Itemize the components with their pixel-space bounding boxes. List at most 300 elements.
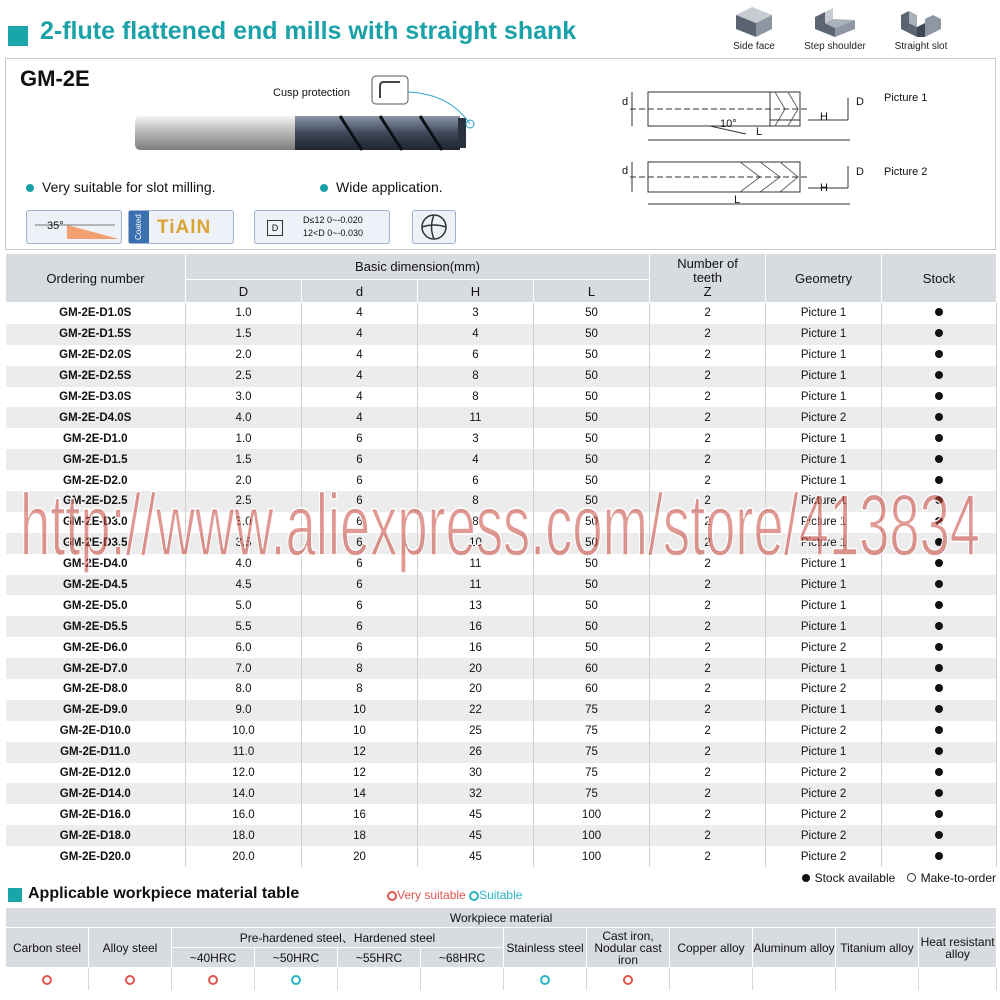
table-cell: 50 [534,575,650,596]
table-cell: 9.0 [186,700,302,721]
table-cell: 4 [418,324,534,345]
table-cell: 12.0 [186,763,302,784]
table-cell: 50 [534,595,650,616]
picture-2-label: Picture 2 [884,166,928,178]
table-cell: 6 [302,595,418,616]
table-cell: 5.5 [186,616,302,637]
feature-slot-milling: Very suitable for slot milling. [26,179,216,195]
table-cell: 16 [418,637,534,658]
very-suitable-icon [208,975,218,985]
mat-titanium: Titanium alloy [836,928,919,968]
table-cell: Picture 1 [766,616,882,637]
very-suitable-icon [623,975,633,985]
rating-cell [172,968,255,991]
table-cell: GM-2E-D18.0 [6,825,186,846]
table-cell: 2 [650,303,766,324]
cross-section-icon [413,211,455,243]
table-cell: 45 [418,804,534,825]
make-to-order-label: Make-to-order [920,871,996,885]
table-cell: 10 [302,721,418,742]
stock-available-icon [935,810,943,818]
table-cell: Picture 1 [766,470,882,491]
stock-available-icon [935,852,943,860]
model-name: GM-2E [20,66,90,91]
table-cell: 26 [418,742,534,763]
table-cell: 11.0 [186,742,302,763]
make-to-order-icon [907,873,916,882]
table-row [6,637,997,658]
watermark-text: http://www.aliexpress.com/store/413834 [19,475,980,574]
stock-cell [882,783,997,804]
table-cell: Picture 1 [766,449,882,470]
table-cell: 4.0 [186,407,302,428]
table-cell: GM-2E-D10.0 [6,721,186,742]
table-cell: 25 [418,721,534,742]
table-cell: 16 [302,804,418,825]
dim-D-2: D [856,166,864,178]
table-cell: Picture 1 [766,428,882,449]
table-cell: GM-2E-D2.0S [6,345,186,366]
table-cell: 2 [650,533,766,554]
table-cell: 3.0 [186,512,302,533]
rating-cell [836,968,919,991]
stock-available-icon [935,705,943,713]
stock-available-icon [935,434,943,442]
col-basic-dimension: Basic dimension(mm) [186,254,650,280]
table-cell: 6 [302,428,418,449]
table-cell: GM-2E-D3.0 [6,512,186,533]
table-cell: 7.0 [186,658,302,679]
rating-cell [753,968,836,991]
table-cell: 2 [650,512,766,533]
table-cell: Picture 2 [766,763,882,784]
table-cell: 75 [534,783,650,804]
rating-cell [89,968,172,991]
stock-available-icon [935,601,943,609]
table-cell: 50 [534,470,650,491]
stock-cell [882,804,997,825]
table-cell: 2 [650,825,766,846]
table-row [6,700,997,721]
table-row [6,658,997,679]
table-cell: 5.0 [186,595,302,616]
stock-cell [882,616,997,637]
table-cell: 50 [534,554,650,575]
table-cell: 75 [534,742,650,763]
table-cell: 18 [302,825,418,846]
table-cell: 2 [650,575,766,596]
table-row [6,742,997,763]
table-cell: 1.5 [186,324,302,345]
technical-drawing [610,78,880,228]
stock-cell [882,345,997,366]
stock-available-icon [935,684,943,692]
table-cell: 8 [418,491,534,512]
dim-d-2: d [622,165,629,177]
table-cell: 6 [302,533,418,554]
title-marker [8,26,28,46]
table-cell: 20 [418,658,534,679]
workpiece-material-header: Workpiece material [6,908,997,928]
table-cell: Picture 2 [766,783,882,804]
helix-angle-value: 35° [47,220,64,232]
table-cell: 1.5 [186,449,302,470]
suitable-icon [540,975,550,985]
table-cell: 4 [418,449,534,470]
table-cell: Picture 1 [766,387,882,408]
watermark-url [0,470,1000,590]
machining-step-shoulder [800,3,870,52]
table-cell: 2 [650,345,766,366]
suitable-icon [291,975,301,985]
col-D: D [186,280,302,303]
stock-cell [882,679,997,700]
table-cell: 30 [418,763,534,784]
stock-available-icon [935,664,943,672]
stock-legend [802,871,996,885]
very-suitable-icon [42,975,52,985]
table-cell: 2 [650,324,766,345]
table-cell: 12 [302,742,418,763]
table-cell: 50 [534,387,650,408]
table-cell: Picture 2 [766,846,882,867]
stock-cell [882,366,997,387]
mat-carbon-steel: Carbon steel [6,928,89,968]
table-cell: GM-2E-D5.5 [6,616,186,637]
table-cell: 100 [534,825,650,846]
stock-available-icon [935,622,943,630]
step-shoulder-icon [811,3,859,39]
mat-alloy-steel: Alloy steel [89,928,172,968]
table-cell: Picture 1 [766,700,882,721]
cusp-protection-icon [370,74,480,134]
page-title: 2-flute flattened end mills with straight shank [40,17,577,45]
table-cell: GM-2E-D5.0 [6,595,186,616]
rating-cell [6,968,89,991]
table-cell: 8 [418,387,534,408]
table-cell: 2 [650,616,766,637]
straight-slot-label: Straight slot [894,41,948,52]
table-cell: Picture 1 [766,512,882,533]
table-cell: Picture 1 [766,658,882,679]
table-cell: Picture 1 [766,742,882,763]
table-cell: Picture 1 [766,345,882,366]
table-cell: 3.0 [186,387,302,408]
table-cell: 4 [302,366,418,387]
table-cell: 2 [650,428,766,449]
table-cell: 50 [534,366,650,387]
stock-cell [882,428,997,449]
table-cell: Picture 1 [766,491,882,512]
dim-H-1: H [820,111,828,123]
mat-heat-resistant: Heat resistant alloy [919,928,997,968]
table-cell: GM-2E-D16.0 [6,804,186,825]
table-cell: 10 [302,700,418,721]
stock-available-icon [935,726,943,734]
stock-available-icon [935,371,943,379]
rating-cell [421,968,504,991]
dim-D-1: D [856,96,864,108]
table-cell: 2 [650,554,766,575]
step-shoulder-label: Step shoulder [804,41,866,52]
table-cell: 20 [302,846,418,867]
table-cell: 6 [302,449,418,470]
table-cell: 2 [650,387,766,408]
table-row [6,428,997,449]
stock-available-icon [802,874,810,882]
stock-cell [882,449,997,470]
table-cell: 11 [418,554,534,575]
table-cell: 2.5 [186,491,302,512]
stock-cell [882,721,997,742]
side-face-label: Side face [733,41,775,52]
table-cell: 75 [534,700,650,721]
table-cell: 13 [418,595,534,616]
table-cell: GM-2E-D7.0 [6,658,186,679]
table-cell: 2 [650,783,766,804]
table-cell: 8 [302,658,418,679]
table-cell: 50 [534,616,650,637]
stock-cell [882,658,997,679]
rating-cell [919,968,997,991]
table-row [6,721,997,742]
col-L: L [534,280,650,303]
machining-side-face [726,3,782,52]
table-cell: GM-2E-D4.5 [6,575,186,596]
col-d: d [302,280,418,303]
table-cell: 14 [302,783,418,804]
hrc-40: ~40HRC [172,948,255,968]
table-row [6,679,997,700]
col-stock: Stock [882,254,997,303]
table-cell: GM-2E-D1.0 [6,428,186,449]
table-cell: Picture 2 [766,679,882,700]
table-cell: 20.0 [186,846,302,867]
table-cell: 2.0 [186,345,302,366]
col-H: H [418,280,534,303]
table-cell: 10.0 [186,721,302,742]
table-cell: 6 [302,512,418,533]
table-row [6,763,997,784]
suitable-icon [469,891,479,901]
table-cell: 75 [534,721,650,742]
table-cell: 45 [418,825,534,846]
table-cell: GM-2E-D3.0S [6,387,186,408]
table-cell: 50 [534,345,650,366]
dim-angle: 10° [720,118,737,130]
table-cell: 2 [650,721,766,742]
table-cell: GM-2E-D8.0 [6,679,186,700]
rating-row [6,968,997,991]
table-cell: 14.0 [186,783,302,804]
table-cell: 45 [418,846,534,867]
tolerance-row-1: D≤12 0~-0.020 [303,215,363,225]
table-cell: 2 [650,407,766,428]
table-cell: 1.0 [186,303,302,324]
hrc-68: ~68HRC [421,948,504,968]
table-cell: Picture 1 [766,554,882,575]
table-cell: 2 [650,491,766,512]
table-cell: 2 [650,366,766,387]
table-cell: 50 [534,324,650,345]
table-cell: 60 [534,658,650,679]
table-cell: 2 [650,449,766,470]
table-row [6,825,997,846]
col-number-of-teeth: Number of teeth Z [650,254,766,303]
table-cell: 6 [302,575,418,596]
table-cell: 22 [418,700,534,721]
table-cell: 3.5 [186,533,302,554]
table-cell: 4 [302,407,418,428]
table-cell: 11 [418,407,534,428]
table-cell: 75 [534,763,650,784]
helix-angle-badge [26,210,122,244]
table-cell: 6 [302,470,418,491]
table-cell: 20 [418,679,534,700]
table-cell: 2 [650,470,766,491]
table-row [6,366,997,387]
table-cell: 3 [418,303,534,324]
mat-prehardened: Pre-hardened steel、Hardened steel [172,928,504,948]
table-cell: 2 [650,679,766,700]
coating-badge [128,210,234,244]
table-cell: 60 [534,679,650,700]
stock-available-icon [935,329,943,337]
table-cell: 1.0 [186,428,302,449]
helix-angle-icon [27,211,121,243]
table-cell: 100 [534,846,650,867]
rating-cell [255,968,338,991]
table-cell: GM-2E-D4.0S [6,407,186,428]
cusp-protection-label: Cusp protection [273,87,351,99]
dim-L-1: L [756,126,763,138]
table-cell: Picture 2 [766,637,882,658]
table-row [6,387,997,408]
mat-aluminum: Aluminum alloy [753,928,836,968]
table-cell: 50 [534,512,650,533]
table-cell: GM-2E-D11.0 [6,742,186,763]
applicable-title: Applicable workpiece material table [28,885,300,902]
table-cell: 12 [302,763,418,784]
table-cell: 4 [302,324,418,345]
table-cell: 2.5 [186,366,302,387]
table-cell: GM-2E-D2.5 [6,491,186,512]
table-cell: 4 [302,387,418,408]
mat-stainless: Stainless steel [504,928,587,968]
stock-cell [882,387,997,408]
table-cell: Picture 2 [766,825,882,846]
table-cell: Picture 1 [766,533,882,554]
rating-cell [504,968,587,991]
stock-available-icon [935,768,943,776]
suitable-label: Suitable [479,888,523,902]
side-face-icon [732,3,776,39]
dim-L-2: L [734,194,741,206]
stock-cell [882,324,997,345]
table-cell: Picture 2 [766,407,882,428]
table-cell: 8.0 [186,679,302,700]
stock-available-icon [935,413,943,421]
col-ordering-number: Ordering number [6,254,186,303]
table-cell: GM-2E-D1.5 [6,449,186,470]
applicable-marker [8,888,22,902]
picture-1-label: Picture 1 [884,92,928,104]
table-row [6,449,997,470]
table-cell: GM-2E-D9.0 [6,700,186,721]
table-cell: 32 [418,783,534,804]
table-cell: GM-2E-D3.5 [6,533,186,554]
stock-cell [882,407,997,428]
stock-available-label: Stock available [814,871,896,885]
table-cell: 50 [534,407,650,428]
stock-cell [882,700,997,721]
very-suitable-label: Very suitable [397,888,466,902]
table-cell: 2 [650,595,766,616]
table-cell: GM-2E-D14.0 [6,783,186,804]
table-cell: 8 [418,512,534,533]
table-row [6,783,997,804]
stock-available-icon [935,789,943,797]
tolerance-symbol: D [267,220,283,236]
table-cell: GM-2E-D1.0S [6,303,186,324]
table-cell: 4.5 [186,575,302,596]
table-cell: 2 [650,658,766,679]
table-cell: 4.0 [186,554,302,575]
table-cell: Picture 1 [766,575,882,596]
table-cell: 6 [302,637,418,658]
stock-available-icon [935,831,943,839]
table-cell: 6 [302,491,418,512]
end-geometry-badge [412,210,456,244]
dim-d-1: d [622,96,629,108]
table-cell: 50 [534,303,650,324]
suitability-legend [387,888,522,902]
stock-cell [882,595,997,616]
table-cell: 2.0 [186,470,302,491]
stock-available-icon [935,350,943,358]
table-cell: 6 [302,554,418,575]
table-cell: 18.0 [186,825,302,846]
stock-cell [882,303,997,324]
table-cell: 6 [302,616,418,637]
table-cell: 3 [418,428,534,449]
table-cell: 50 [534,637,650,658]
table-cell: 4 [302,345,418,366]
table-cell: 50 [534,449,650,470]
table-cell: 2 [650,804,766,825]
table-cell: Picture 1 [766,303,882,324]
table-cell: 2 [650,763,766,784]
table-cell: 100 [534,804,650,825]
stock-available-icon [935,643,943,651]
table-cell: 16.0 [186,804,302,825]
table-cell: 8 [418,366,534,387]
stock-available-icon [935,455,943,463]
rating-cell [587,968,670,991]
stock-cell [882,846,997,867]
hrc-55: ~55HRC [338,948,421,968]
stock-available-icon [935,392,943,400]
rating-cell [670,968,753,991]
machining-straight-slot [888,3,954,52]
material-table [5,907,997,990]
mat-copper: Copper alloy [670,928,753,968]
table-cell: 2 [650,846,766,867]
table-row [6,303,997,324]
table-cell: 8 [302,679,418,700]
table-cell: 6.0 [186,637,302,658]
stock-cell [882,637,997,658]
